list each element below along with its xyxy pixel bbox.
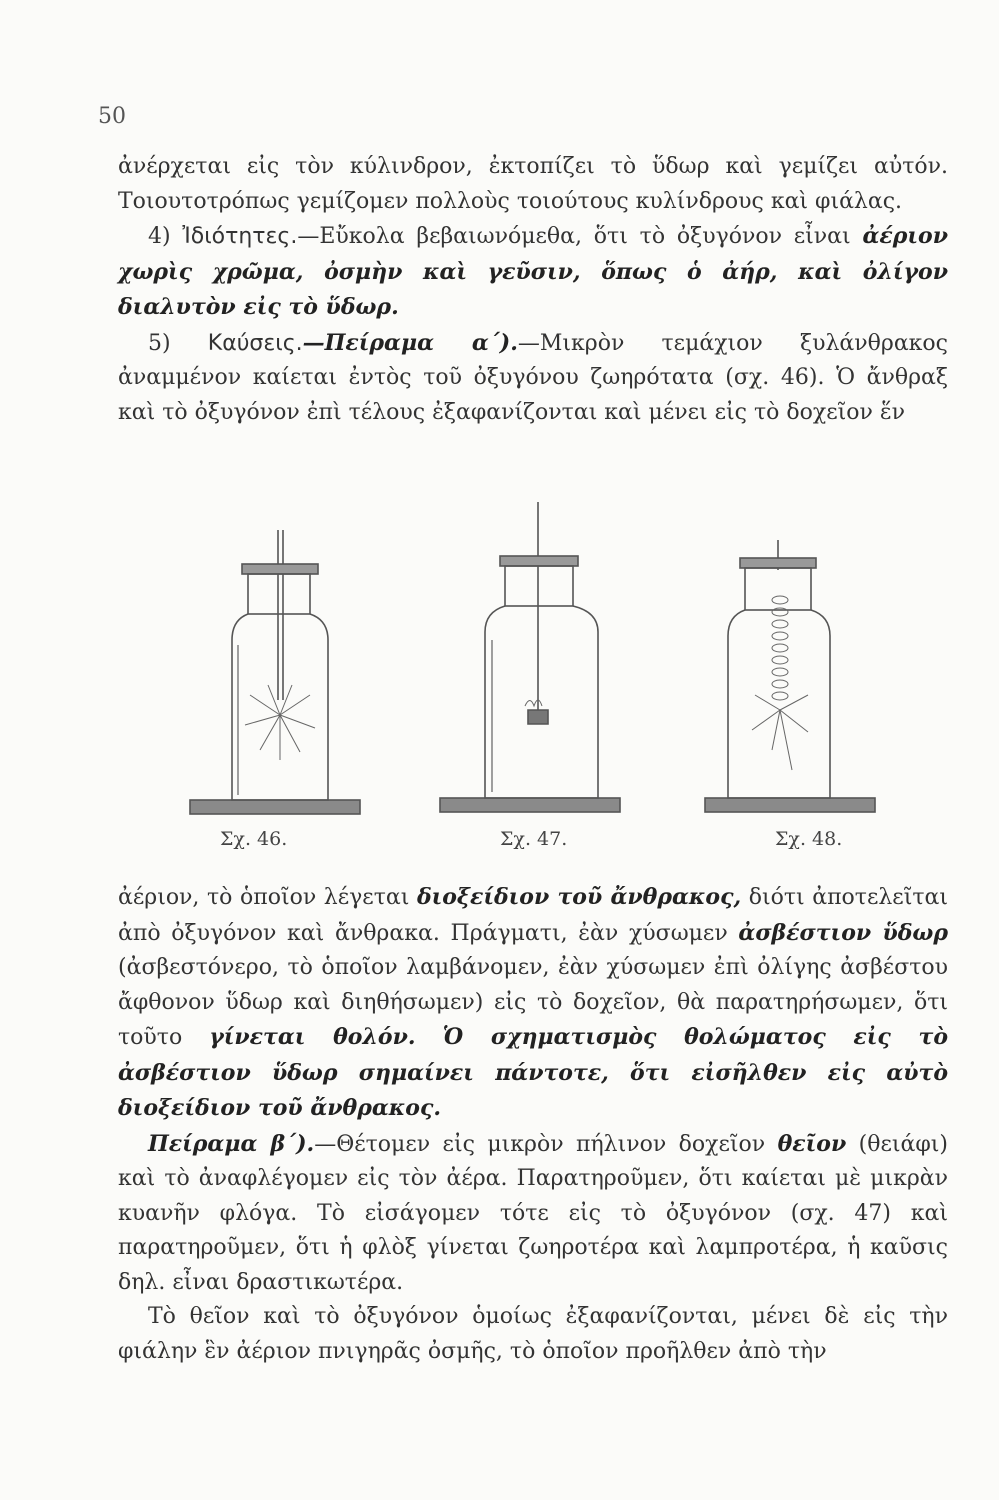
text-span: διότι ἀποτελεῖται ἀπὸ ὀξυγόνον καὶ ἄνθρακα. Πράγματι, ἐὰν χύσωμεν bbox=[118, 885, 948, 946]
figure-48-bottle bbox=[705, 540, 875, 812]
caption-fig-46: Σχ. 46. bbox=[220, 828, 288, 850]
rule-statement: Ὁ σχηματισμὸς θολώματος εἰς τὸ ἀσβέστιον ὕδωρ σημαίνει πάντοτε, ὅτι εἰσῆλθεν εἰς αὐτὸ διοξείδιον τοῦ ἄνθρακος. bbox=[118, 1024, 949, 1121]
figures-row bbox=[180, 500, 880, 870]
paragraph-experiment-b bbox=[118, 1127, 948, 1301]
caption-fig-48: Σχ. 48. bbox=[775, 828, 843, 850]
paragraph-final: Τὸ θεῖον καὶ τὸ ὀξυγόνον ὁμοίως ἐξαφανίζονται, μένει δὲ εἰς τὴν φιάλην ἓν ἀέριον πνιγηρᾶς ὀσμῆς, τὸ ὁποῖον προῆλθεν ἀπὸ τὴν bbox=[118, 1304, 948, 1364]
text-span bbox=[416, 1025, 443, 1050]
top-text-block bbox=[118, 150, 948, 430]
paragraph-combustion bbox=[118, 326, 948, 431]
section-4-heading: Ἰδιότητες. bbox=[182, 224, 298, 249]
text-span: (ἀσβεστόνερο, τὸ ὁποῖον λαμβάνομεν, ἐὰν χύσωμεν ἐπὶ ὀλίγης ἀσβέστου ἄφθονον ὕδωρ καὶ διηθήσωμεν) εἰς τὸ δοχεῖον, θὰ παρατηρήσωμεν, ὅτι τοῦτο bbox=[118, 955, 948, 1050]
section-5-number: 5) bbox=[148, 330, 208, 356]
section-4-emphasis: ἀέριον χωρὶς χρῶμα, ὀσμὴν καὶ γεῦσιν, ὅπως ὁ ἀήρ, καὶ ὀλίγον διαλυτὸν εἰς τὸ ὕδωρ. bbox=[118, 223, 948, 320]
paragraph-carbon-dioxide bbox=[118, 880, 948, 1127]
section-5-text: —Μικρὸν τεμάχιον ξυλάνθρακος ἀναμμένον καίεται ἐντὸς τοῦ ὀξυγόνου ζωηρότατα (σχ. 46). Ὁ ἄνθραξ καὶ τὸ ὀξυγόνον ἐπὶ τέλους ἐξαφανίζονται καὶ μένει εἰς τὸ δοχεῖον ἕν bbox=[118, 330, 948, 425]
caption-fig-47: Σχ. 47. bbox=[500, 828, 568, 850]
paragraph-properties bbox=[118, 219, 948, 326]
figure-47-bottle bbox=[440, 502, 620, 812]
experiment-a-label: —Πείραμα α΄). bbox=[302, 329, 518, 356]
page-number: 50 bbox=[98, 104, 126, 129]
section-5-heading: Καύσεις. bbox=[207, 330, 303, 356]
figure-46-bottle bbox=[190, 530, 360, 814]
term-becomes-cloudy: γίνεται θολόν. bbox=[209, 1024, 416, 1050]
spiral-wire-48 bbox=[752, 596, 808, 770]
term-carbon-dioxide: διοξείδιον τοῦ ἄνθρακος, bbox=[416, 884, 742, 910]
text-span: —Θέτομεν εἰς μικρὸν πήλινον δοχεῖον bbox=[314, 1131, 778, 1157]
bottom-text-block bbox=[118, 880, 948, 1369]
section-4-number: 4) bbox=[148, 224, 183, 249]
experiment-b-label: Πείραμα β΄). bbox=[148, 1130, 315, 1157]
bottle-illustrations bbox=[180, 500, 880, 830]
text-span: (θειάφι) καὶ τὸ ἀναφλέγομεν εἰς τὸν ἀέρα. Παρατηροῦμεν, ὅτι καίεται μὲ μικρὰν κυανῆν φλόγα. Τὸ εἰσάγομεν τότε εἰς τὸ ὀξυγόνον (σχ. 47) καὶ παρατηροῦμεν, ὅτι ἡ φλὸξ γίνεται ζωηροτέρα καὶ λαμπροτέρα, ἡ καῦσις δηλ. εἶναι δραστικωτέρα. bbox=[118, 1131, 948, 1295]
section-4-text: —Εὔκολα βεβαιωνόμεθα, ὅτι τὸ ὀξυγόνον εἶναι bbox=[297, 224, 863, 249]
paragraph-1: ἀνέρχεται εἰς τὸν κύλινδρον, ἐκτοπίζει τὸ ὕδωρ καὶ γεμίζει αὐτόν. Τοιουτοτρόπως γεμίζομεν πολλοὺς τοιούτους κυλίνδρους καὶ φιάλας. bbox=[118, 154, 948, 214]
term-sulfur: θεῖον bbox=[777, 1130, 847, 1157]
text-span: ἀέριον, τὸ ὁποῖον λέγεται bbox=[118, 885, 417, 910]
sparks-46 bbox=[245, 685, 315, 760]
term-lime-water: ἀσβέστιον ὕδωρ bbox=[738, 919, 948, 946]
